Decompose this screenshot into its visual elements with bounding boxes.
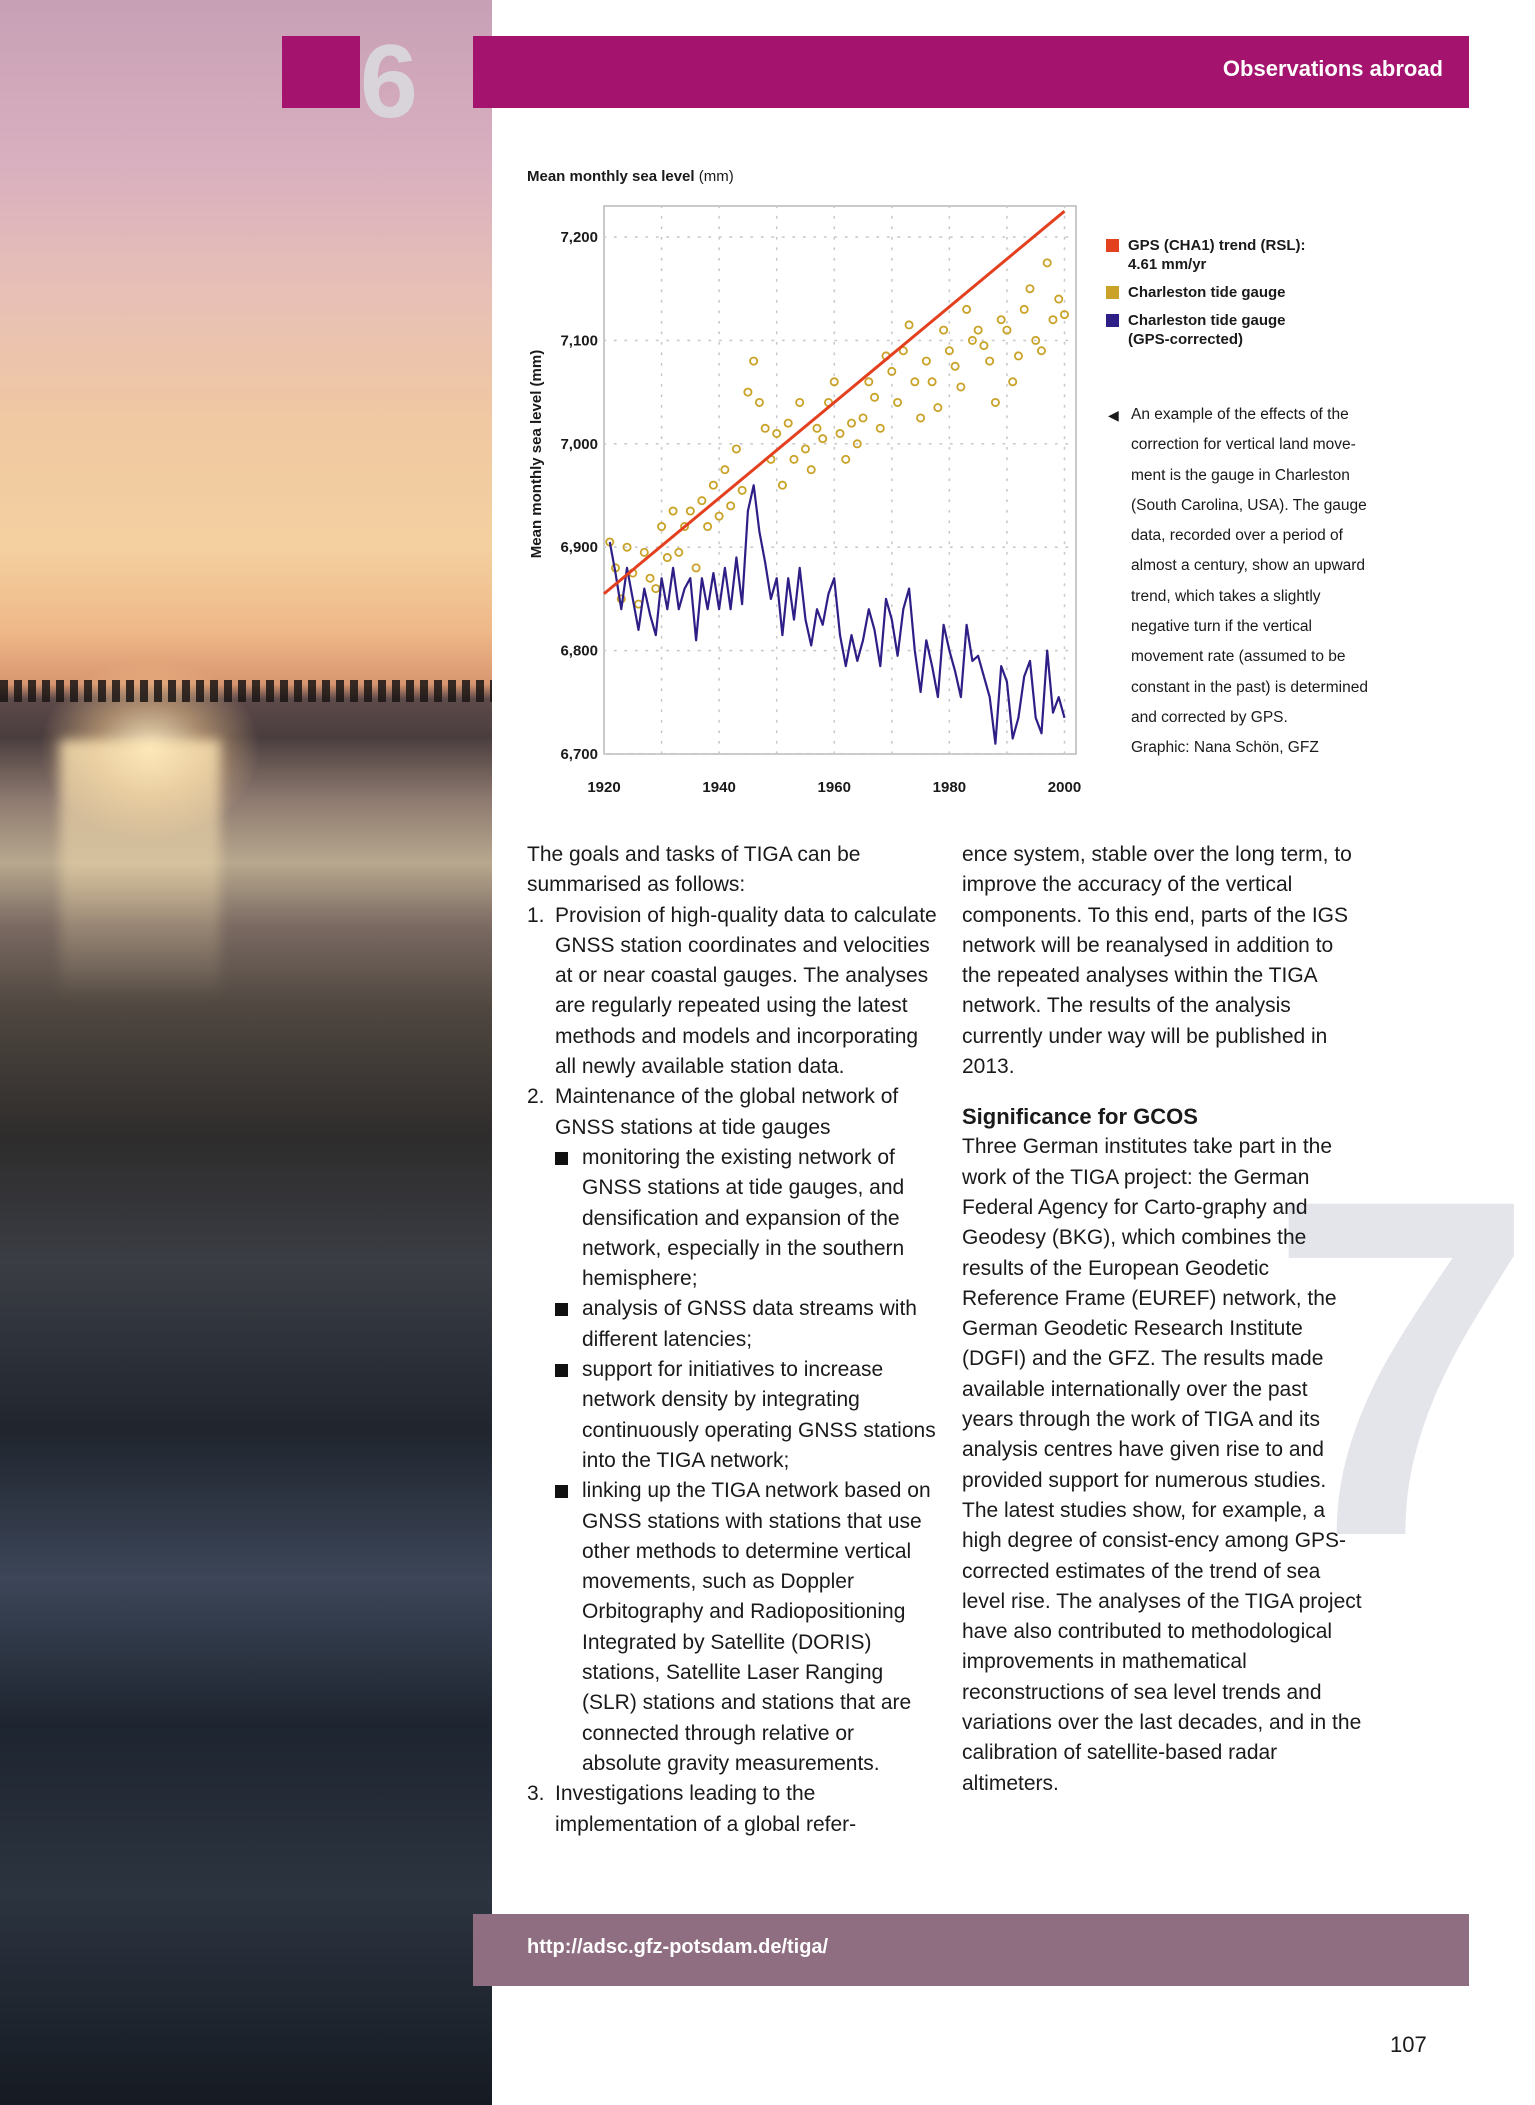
bullet-item <box>527 1355 937 1476</box>
y-axis-title: Mean monthly sea level (mm) <box>528 349 545 559</box>
text-column-left <box>527 840 937 1840</box>
legend-item-tide-gauge-corrected <box>1106 311 1346 349</box>
legend-swatch-navy <box>1106 314 1119 327</box>
graphic-credit: Graphic: Nana Schön, GFZ <box>1131 739 1319 757</box>
sea-level-chart <box>540 200 1100 800</box>
legend-swatch-red <box>1106 239 1119 252</box>
list-item-text: Maintenance of the global network of GNSS stations at tide gauges <box>555 1085 899 1139</box>
caption-line: ment is the gauge in Charleston <box>1131 466 1350 484</box>
bullet-text: linking up the TIGA network based on GNSS stations with stations that use other methods to determine vertical movements, such as Doppler Orbitography and Radiopositioning Integrated by Satellite (DORIS) stations, Satellite Laser Ranging (SLR) stations and stations that are connected through relative or absolute gravity measurements. <box>582 1479 931 1775</box>
legend-item-gps-trend <box>1106 236 1346 274</box>
chapter-color-block <box>282 36 360 108</box>
chapter-number: 6 <box>360 24 418 140</box>
list-item-2 <box>527 1082 937 1143</box>
sun-reflection <box>60 740 220 1000</box>
continued-paragraph: ence system, stable over the long term, to improve the accuracy of the vertical components. To this end, parts of the IGS network will be reanalysed in addition to the repeated analyses within the TIGA network. The results of the analysis currently under way will be published in 2013. <box>962 843 1352 1079</box>
legend-swatch-gold <box>1106 286 1119 299</box>
legend-text-gps-trend: GPS (CHA1) trend (RSL): <box>1128 237 1306 254</box>
section-heading: Significance for GCOS <box>962 1104 1198 1130</box>
list-item-3 <box>527 1779 937 1840</box>
caption-line: movement rate (assumed to be <box>1131 648 1346 666</box>
figure-caption <box>1110 400 1430 764</box>
x-tick-label: 1960 <box>817 779 851 796</box>
list-number: 3. <box>527 1782 545 1806</box>
beach-sunset-photo <box>0 0 492 2105</box>
y-tick-label: 6,800 <box>560 642 598 660</box>
gcos-paragraph: Three German institutes take part in the work of the TIGA project: the German Federal Agency for Carto-graphy and Geodesy (BKG), which combines the results of the European Geodetic Reference Frame (EUREF) network, the German Geodetic Research Institute (DGFI) and the GFZ. The results made available internationally over the past years through the work of TIGA and its analysis centres have given rise to and provided support for numerous studies. The latest studies show, for example, a high degree of consist-ency among GPS-corrected estimates of the trend of sea level rise. The analyses of the TIGA project have also contributed to methodological improvements in mathematical reconstructions of sea level trends and variations over the last decades, and in the calibration of satellite-based radar altimeters. <box>962 1135 1362 1795</box>
legend-label-tide-gauge-corrected <box>1128 311 1286 349</box>
page-number: 107 <box>1390 2032 1427 2057</box>
groyne-posts <box>0 680 492 702</box>
y-tick-label: 6,700 <box>560 746 598 763</box>
caption-body <box>1110 400 1430 733</box>
chart-title-unit: (mm) <box>698 168 734 185</box>
square-bullet-icon <box>555 1485 568 1498</box>
intro-paragraph: The goals and tasks of TIGA can be summarised as follows: <box>527 843 861 897</box>
list-number: 1. <box>527 903 545 927</box>
caption-line: almost a century, show an upward <box>1131 557 1366 575</box>
list-item-text: Provision of high-quality data to calculate GNSS station coordinates and velocities at or near coastal gauges. The analyses are regularly repeated using the latest methods and models and incorporating all newly available station data. <box>555 903 937 1079</box>
url-bar <box>473 1914 1469 1986</box>
chart-legend <box>1106 236 1346 358</box>
list-item-1 <box>527 901 937 1083</box>
bullet-text: support for initiatives to increase network density by integrating continuously operating GNSS stations into the TIGA network; <box>582 1358 936 1472</box>
section-title: Observations abroad <box>1222 56 1443 81</box>
bullet-item <box>527 1476 937 1779</box>
y-tick-label: 6,900 <box>560 539 598 557</box>
bullet-item <box>527 1143 937 1294</box>
caption-arrow-icon: ◀ <box>1108 407 1119 423</box>
legend-text-tide-gauge-corrected: Charleston tide gauge <box>1128 312 1286 329</box>
x-tick-label: 1980 <box>932 779 967 796</box>
section-header-bar <box>473 36 1469 108</box>
caption-line: correction for vertical land move- <box>1131 436 1356 454</box>
x-tick-label: 2000 <box>1047 779 1082 796</box>
text-column-right <box>962 840 1362 1799</box>
square-bullet-icon <box>555 1364 568 1377</box>
caption-line: constant in the past) is determined <box>1131 678 1368 696</box>
y-tick-label: 7,100 <box>560 332 598 350</box>
project-url-link[interactable]: http://adsc.gfz-potsdam.de/tiga/ <box>527 1936 829 1958</box>
legend-text-tide-gauge: Charleston tide gauge <box>1128 284 1286 301</box>
y-tick-label: 7,000 <box>560 435 598 453</box>
x-tick-label: 1920 <box>587 779 621 796</box>
square-bullet-icon <box>555 1152 568 1165</box>
caption-line: (South Carolina, USA). The gauge <box>1131 496 1367 514</box>
decorative-chapter-number: 7 <box>1268 1099 1535 1636</box>
caption-line: negative turn if the vertical <box>1131 618 1312 636</box>
legend-text-gps-corrected: (GPS-corrected) <box>1128 331 1244 348</box>
list-number: 2. <box>527 1085 545 1109</box>
caption-line: data, recorded over a period of <box>1131 527 1343 545</box>
legend-item-tide-gauge <box>1106 283 1346 302</box>
square-bullet-icon <box>555 1303 568 1316</box>
caption-line: and corrected by GPS. <box>1131 708 1288 726</box>
caption-line: trend, which takes a slightly <box>1131 587 1321 605</box>
plot-frame <box>604 206 1076 754</box>
chart-title-text: Mean monthly sea level <box>527 168 695 185</box>
x-tick-labels <box>587 779 1081 796</box>
bullet-text: monitoring the existing network of GNSS stations at tide gauges, and densification and expansion of the network, especially in the southern hemisphere; <box>582 1145 905 1291</box>
caption-line: An example of the effects of the <box>1131 406 1349 423</box>
y-tick-label: 7,200 <box>560 229 598 247</box>
list-item-text: Investigations leading to the implementation of a global refer- <box>555 1782 857 1836</box>
x-tick-label: 1940 <box>702 779 736 796</box>
chart-title <box>527 168 734 185</box>
y-tick-labels <box>560 229 598 763</box>
bullet-item <box>527 1294 937 1355</box>
legend-text-gps-rate: 4.61 mm/yr <box>1128 256 1207 273</box>
bullet-text: analysis of GNSS data streams with different latencies; <box>582 1297 917 1351</box>
legend-label-gps-trend <box>1128 236 1306 274</box>
